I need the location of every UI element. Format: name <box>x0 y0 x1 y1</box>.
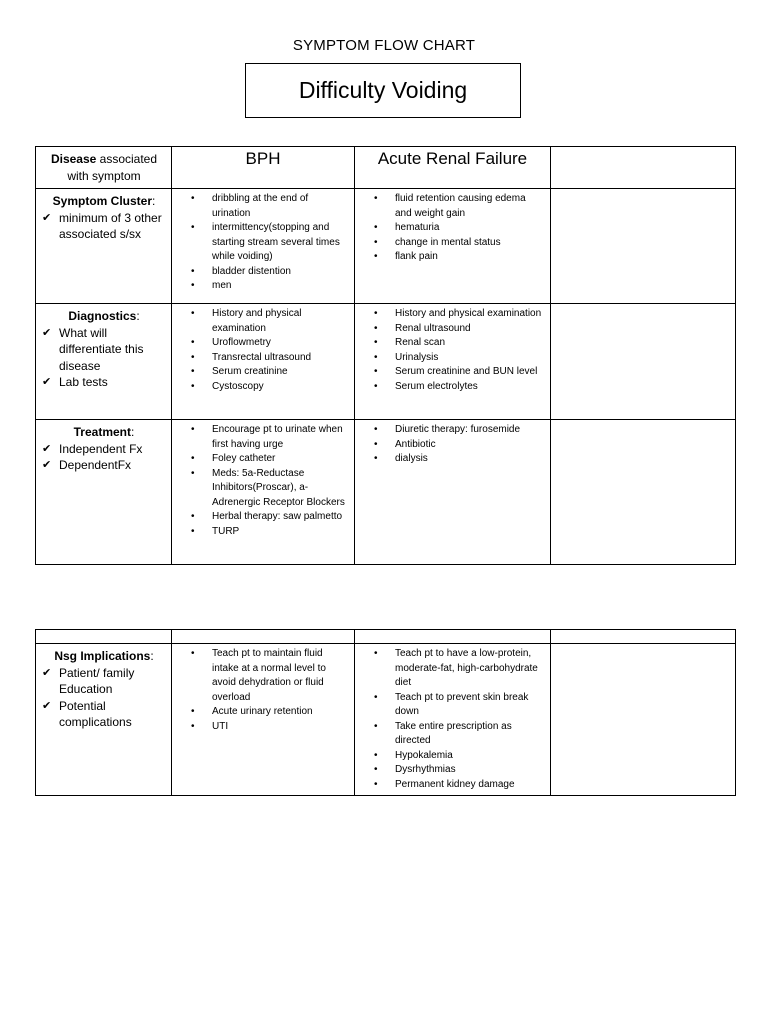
list-item: • Cystoscopy <box>212 380 348 395</box>
arf-cell <box>355 644 551 796</box>
check-list <box>41 325 167 391</box>
list-item: • Teach pt to maintain fluid intake at a normal level to avoid dehydration or fluid overload <box>212 647 348 705</box>
checklist-item: ✔ What will differentiate this disease <box>59 325 167 375</box>
list-item: • hematuria <box>395 221 544 236</box>
list-item: • Renal scan <box>395 336 544 351</box>
table-header-row <box>36 147 736 189</box>
symptom-table <box>35 146 736 565</box>
list-item: • Hypokalemia <box>395 749 544 764</box>
disease-label-bold: Disease <box>50 152 97 166</box>
list-item: • flank pain <box>395 250 544 265</box>
bph-cell <box>172 304 355 420</box>
arf-cell <box>355 420 551 565</box>
list-item: • Meds: 5a-Reductase Inhibitors(Proscar), a-Adrenergic Receptor Blockers <box>212 467 348 511</box>
row-label: Symptom Cluster <box>52 194 152 208</box>
table-row <box>36 304 736 420</box>
list-item: • Uroflowmetry <box>212 336 348 351</box>
list-item: • Renal ultrasound <box>395 322 544 337</box>
checklist-item: ✔ Lab tests <box>59 374 167 391</box>
empty-cell <box>355 630 551 644</box>
empty-cell <box>551 630 736 644</box>
list-item: • dribbling at the end of urination <box>212 192 348 221</box>
checklist-item: ✔ Potential complications <box>59 698 167 731</box>
list-item: • Take entire prescription as directed <box>395 720 544 749</box>
list-item: • men <box>212 279 348 294</box>
bph-cell <box>172 644 355 796</box>
empty-cell <box>36 630 172 644</box>
empty-cell <box>551 420 736 565</box>
list-item: • Serum electrolytes <box>395 380 544 395</box>
check-list <box>41 210 167 243</box>
table-row <box>36 189 736 304</box>
list-item: • change in mental status <box>395 236 544 251</box>
bullet-list <box>172 189 354 297</box>
empty-cell <box>551 304 736 420</box>
list-item: • Serum creatinine <box>212 365 348 380</box>
row-label-cell: Treatment: ✔ Independent Fx ✔ DependentFx <box>36 420 172 565</box>
checklist-item: ✔ DependentFx <box>59 457 167 474</box>
empty-cell <box>551 644 736 796</box>
column-header-empty <box>551 147 736 189</box>
bullet-list <box>355 189 550 268</box>
arf-cell <box>355 189 551 304</box>
list-item: • UTI <box>212 720 348 735</box>
list-item: • Serum creatinine and BUN level <box>395 365 544 380</box>
bph-cell <box>172 420 355 565</box>
checklist-item: ✔ minimum of 3 other associated s/sx <box>59 210 167 243</box>
bph-cell <box>172 189 355 304</box>
column-header-arf: Acute Renal Failure <box>355 147 551 189</box>
list-item: • Antibiotic <box>395 438 544 453</box>
list-item: • Urinalysis <box>395 351 544 366</box>
row-label: Treatment <box>73 425 131 439</box>
list-item: • bladder distention <box>212 265 348 280</box>
disease-label-cell <box>36 147 172 189</box>
row-label-cell: Symptom Cluster: ✔ minimum of 3 other associated s/sx <box>36 189 172 304</box>
row-label-cell: Diagnostics: ✔ What will differentiate this disease ✔ Lab tests <box>36 304 172 420</box>
empty-cell <box>172 630 355 644</box>
checklist-item: ✔ Patient/ family Education <box>59 665 167 698</box>
bullet-list <box>355 420 550 470</box>
column-header-bph: BPH <box>172 147 355 189</box>
chart-title: Difficulty Voiding <box>298 77 468 103</box>
bullet-list <box>355 304 550 397</box>
list-item: • Transrectal ultrasound <box>212 351 348 366</box>
chart-title-box <box>245 63 521 118</box>
disease-label-rest: associated with symptom <box>67 152 158 183</box>
nursing-table <box>35 629 736 796</box>
list-item: • Diuretic therapy: furosemide <box>395 423 544 438</box>
list-item: • dialysis <box>395 452 544 467</box>
list-item: • Encourage pt to urinate when first having urge <box>212 423 348 452</box>
empty-cell <box>551 189 736 304</box>
row-label: Nsg Implications <box>54 649 151 663</box>
table-row <box>36 644 736 796</box>
table-header-row <box>36 630 736 644</box>
checklist-item: ✔ Independent Fx <box>59 441 167 458</box>
list-item: • fluid retention causing edema and weight gain <box>395 192 544 221</box>
row-label: Diagnostics <box>68 309 137 323</box>
list-item: • Permanent kidney damage <box>395 778 544 793</box>
list-item: • Teach pt to have a low-protein, moderate-fat, high-carbohydrate diet <box>395 647 544 691</box>
bullet-list <box>172 644 354 737</box>
check-list <box>41 441 167 474</box>
list-item: • TURP <box>212 525 348 540</box>
table-row <box>36 420 736 565</box>
arf-cell <box>355 304 551 420</box>
list-item: • Foley catheter <box>212 452 348 467</box>
list-item: • intermittency(stopping and starting stream several times while voiding) <box>212 221 348 265</box>
list-item: • Herbal therapy: saw palmetto <box>212 510 348 525</box>
list-item: • History and physical examination <box>395 307 544 322</box>
list-item: • Teach pt to prevent skin break down <box>395 691 544 720</box>
bullet-list <box>355 644 550 795</box>
document-subtitle: SYMPTOM FLOW CHART <box>292 37 476 54</box>
bullet-list <box>172 420 354 542</box>
bullet-list <box>172 304 354 397</box>
list-item: • Acute urinary retention <box>212 705 348 720</box>
row-label-cell: Nsg Implications: ✔ Patient/ family Education ✔ Potential complications <box>36 644 172 796</box>
check-list <box>41 665 167 731</box>
list-item: • History and physical examination <box>212 307 348 336</box>
list-item: • Dysrhythmias <box>395 763 544 778</box>
